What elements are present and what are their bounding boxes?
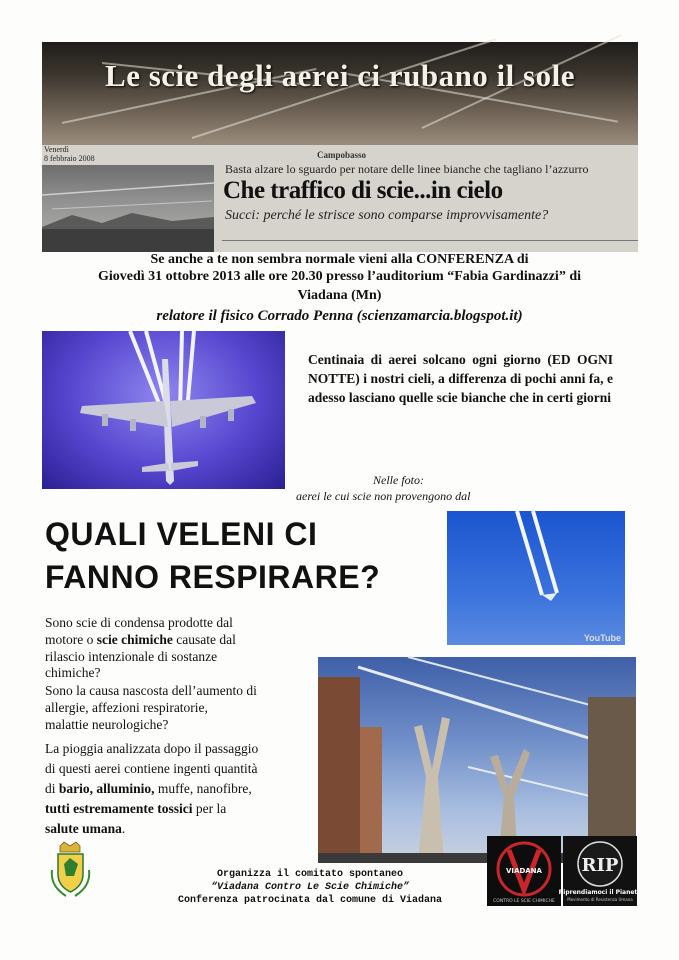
photo-caption-2: aerei le cui scie non provengono dal bbox=[296, 489, 471, 503]
newspaper-photo bbox=[42, 165, 214, 252]
logo-right-caption-1: Riprendiamoci il Pianeta bbox=[558, 889, 642, 896]
question-1-line-3: rilascio intenzionale di sostanze bbox=[45, 649, 218, 664]
logo-right-main-text: RIP bbox=[581, 855, 619, 876]
question-2-line-1: Sono la causa nascosta dell’aumento di bbox=[45, 683, 257, 698]
conference-line-3: Viadana (Mn) bbox=[297, 288, 382, 303]
logo-left-main-text: VIADANA bbox=[506, 867, 542, 875]
rain-paragraph-line-3: di bario, alluminio, muffe, nanofibre, bbox=[45, 781, 252, 796]
viadana-crest-icon bbox=[48, 840, 93, 900]
question-1-line-2: motore o scie chimiche causate dal bbox=[45, 632, 236, 647]
newspaper-clipping bbox=[42, 145, 638, 252]
header-banner bbox=[42, 42, 638, 252]
intro-paragraph: Centinaia di aerei solcano ogni giorno (ED OGNI NOTTE) i nostri cieli, a differenza di pochi anni fa, e adesso lasciano quelle scie bianche che in certi giorni bbox=[308, 352, 613, 405]
conference-line-1: Se anche a te non sembra normale vieni alla CONFERENZA di bbox=[150, 252, 529, 267]
rain-paragraph-line-5: salute umana. bbox=[45, 821, 126, 836]
contrail-sky-photo bbox=[447, 511, 625, 645]
footer-line-3: Conferenza patrocinata dal comune di Viadana bbox=[177, 895, 443, 906]
logo-left-small-text: CONTRO LE SCIE CHIMICHE bbox=[493, 899, 555, 904]
youtube-watermark: YouTube bbox=[583, 633, 621, 643]
footer-line-1: Organizza il comitato spontaneo bbox=[216, 869, 404, 880]
question-2-line-3: malattie neurologiche? bbox=[45, 717, 169, 732]
rain-paragraph-line-2: di questi aerei contiene ingenti quantità bbox=[45, 761, 258, 776]
newspaper-rule bbox=[222, 240, 638, 241]
banner-title: Le scie degli aerei ci rubano il sole bbox=[105, 58, 575, 93]
newspaper-day: Venerdì bbox=[44, 145, 69, 154]
rain-paragraph-line-4: tutti estremamente tossici per la bbox=[45, 801, 227, 816]
photo-caption-1: Nelle foto: bbox=[373, 473, 424, 487]
logo-right-caption-2: Movimento di Resistenza Umana bbox=[567, 897, 633, 902]
newspaper-city: Campobasso bbox=[317, 150, 367, 160]
main-heading-line-2: FANNO RESPIRARE? bbox=[45, 559, 381, 595]
rain-paragraph-line-1: La pioggia analizzata dopo il passaggio bbox=[45, 741, 259, 756]
question-1-line-1: Sono scie di condensa prodotte dal bbox=[45, 615, 233, 630]
riprendiamoci-il-pianeta-logo bbox=[558, 836, 642, 906]
question-1-line-4: chimiche? bbox=[45, 665, 101, 680]
footer-line-2: “Viadana Contro Le Scie Chimiche” bbox=[210, 882, 410, 893]
speaker-line: relatore il fisico Corrado Penna (scienzamarcia.blogspot.it) bbox=[156, 308, 523, 324]
viadana-contro-scie-logo bbox=[487, 836, 561, 906]
conference-line-2: Giovedì 31 ottobre 2013 alle ore 20.30 presso l’auditorium “Fabia Gardinazzi” di bbox=[98, 269, 581, 284]
newspaper-kicker: Basta alzare lo sguardo per notare delle linee bianche che tagliano l’azzurro bbox=[225, 162, 589, 176]
newspaper-headline: Che traffico di scie...in cielo bbox=[223, 177, 503, 204]
newspaper-date: 8 febbraio 2008 bbox=[44, 154, 95, 163]
airplane-photo bbox=[42, 331, 285, 489]
main-heading-line-1: QUALI VELENI CI bbox=[45, 516, 318, 552]
question-2-line-2: allergie, affezioni respiratorie, bbox=[45, 700, 208, 715]
street-trees-photo bbox=[318, 657, 636, 863]
newspaper-subheadline: Succi: perché le strisce sono comparse improvvisamente? bbox=[225, 208, 549, 223]
